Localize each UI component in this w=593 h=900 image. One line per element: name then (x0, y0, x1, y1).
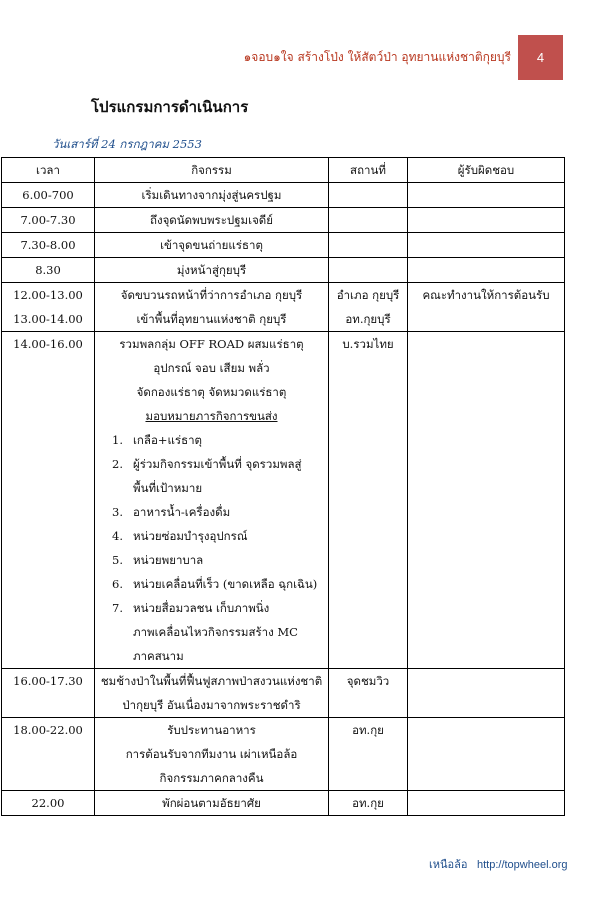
time-cell: 18.00-22.00 (2, 718, 95, 791)
list-item: 7. หน่วยสื่อมวลชน เก็บภาพนิ่ง (112, 601, 270, 615)
footer-site-name: เหนือล้อ (429, 858, 468, 871)
list-item: 2. ผู้ร่วมกิจกรรมเข้าพื้นที่ จุดรวมพลสู่ (112, 457, 302, 471)
place-cell (329, 258, 408, 283)
table-row (2, 669, 565, 718)
activity-cell: มุ่งหน้าสู่กุยบุรี (95, 258, 329, 283)
table-row (2, 183, 565, 208)
table-row (2, 233, 565, 258)
table-row (2, 332, 565, 669)
table-row (2, 208, 565, 233)
schedule-table (1, 157, 565, 816)
responsible-cell (408, 669, 565, 718)
list-item: 5. หน่วยพยาบาล (112, 553, 204, 567)
list-item-continuation: ภาพเคลื่อนไหวกิจกรรมสร้าง MC (133, 625, 298, 639)
table-row (2, 718, 565, 791)
header-title: ๑จอบ๑ใจ สร้างโป่ง ให้สัตว์ป่า อุทยานแห่งชาติกุยบุรี (243, 50, 511, 64)
place-cell (329, 183, 408, 208)
footer (429, 855, 568, 873)
page-number: 4 (518, 35, 563, 80)
assignment-list (95, 428, 328, 668)
responsible-cell (408, 183, 565, 208)
time-cell: 7.30-8.00 (2, 233, 95, 258)
list-item-continuation: ภาคสนาม (133, 649, 184, 663)
document-date: วันเสาร์ที่ 24 กรกฎาคม 2553 (52, 137, 202, 151)
responsible-cell (408, 332, 565, 669)
header-cell-activity: กิจกรรม (95, 158, 329, 183)
table-row (2, 791, 565, 816)
time-cell: 12.00-13.00 13.00-14.00 (2, 283, 95, 332)
list-item: 6. หน่วยเคลื่อนที่เร็ว (ขาดเหลือ ฉุกเฉิน) (112, 577, 318, 591)
assignment-subheading: มอบหมายภารกิจการขนส่ง (145, 409, 278, 423)
header-row (2, 158, 565, 183)
time-cell: 7.00-7.30 (2, 208, 95, 233)
activity-cell: เริ่มเดินทางจากมุ่งสู่นครปฐม (95, 183, 329, 208)
activity-cell: พักผ่อนตามอัธยาศัย (95, 791, 329, 816)
place-cell: จุดชมวิว (329, 669, 408, 718)
place-cell: อำเภอ กุยบุรี อท.กุยบุรี (329, 283, 408, 332)
activity-cell: รวมพลกลุ่ม OFF ROAD ผสมแร่ธาตุ อุปกรณ์ จอบ เสียม พลั่ว จัดกองแร่ธาตุ จัดหมวดแร่ธาตุ มอบหมายภารกิจการขนส่ง 1. เกลือ+แร่ธาตุ 2. ผู้ร่วมกิจกรรมเข้าพื้นที่ จุดรวมพลสู่ พื้นที่เป้าหมาย 3. อาหารน้ำ-เครื่องดื่ม 4. หน่วยซ่อมบำรุงอุปกรณ์ 5. หน่วยพยาบาล 6. หน่วยเคลื่อนที่เร็ว (ขาดเหลือ ฉุกเฉิน) 7. หน่วยสื่อมวลชน เก็บภาพนิ่ง ภาพเคลื่อนไหวกิจกรรมสร้าง MC ภาคสนาม (95, 332, 329, 669)
time-cell: 14.00-16.00 (2, 332, 95, 669)
place-cell: บ.รวมไทย (329, 332, 408, 669)
place-cell (329, 233, 408, 258)
list-item: 3. อาหารน้ำ-เครื่องดื่ม (112, 505, 231, 519)
responsible-cell: คณะทำงานให้การต้อนรับ (408, 283, 565, 332)
time-cell: 22.00 (2, 791, 95, 816)
table-row (2, 283, 565, 332)
activity-cell: ถึงจุดนัดพบพระปฐมเจดีย์ (95, 208, 329, 233)
responsible-cell (408, 258, 565, 283)
header-cell-place: สถานที่ (329, 158, 408, 183)
document-title: โปรแกรมการดำเนินการ (91, 98, 249, 116)
table-row (2, 258, 565, 283)
activity-cell: รับประทานอาหาร การต้อนรับจากทีมงาน เผ่าเหนือล้อ กิจกรรมภาคกลางคืน (95, 718, 329, 791)
activity-cell: ชมช้างป่าในพื้นที่ฟื้นฟูสภาพป่าสงวนแห่งชาติ ป่ากุยบุรี อันเนื่องมาจากพระราชดำริ (95, 669, 329, 718)
place-cell (329, 208, 408, 233)
place-cell: อท.กุย (329, 718, 408, 791)
responsible-cell (408, 791, 565, 816)
list-item: 1. เกลือ+แร่ธาตุ (112, 433, 203, 447)
header-cell-time: เวลา (2, 158, 95, 183)
activity-cell: เข้าจุดขนถ่ายแร่ธาตุ (95, 233, 329, 258)
list-item-continuation: พื้นที่เป้าหมาย (133, 481, 203, 495)
responsible-cell (408, 718, 565, 791)
responsible-cell (408, 233, 565, 258)
footer-url: http://topwheel.org (476, 859, 568, 871)
time-cell: 8.30 (2, 258, 95, 283)
responsible-cell (408, 208, 565, 233)
time-cell: 16.00-17.30 (2, 669, 95, 718)
header-cell-responsible: ผู้รับผิดชอบ (408, 158, 565, 183)
activity-cell: จัดขบวนรถหน้าที่ว่าการอำเภอ กุยบุรี เข้าพื้นที่อุทยานแห่งชาติ กุยบุรี (95, 283, 329, 332)
list-item: 4. หน่วยซ่อมบำรุงอุปกรณ์ (112, 529, 248, 543)
time-cell: 6.00-700 (2, 183, 95, 208)
place-cell: อท.กุย (329, 791, 408, 816)
